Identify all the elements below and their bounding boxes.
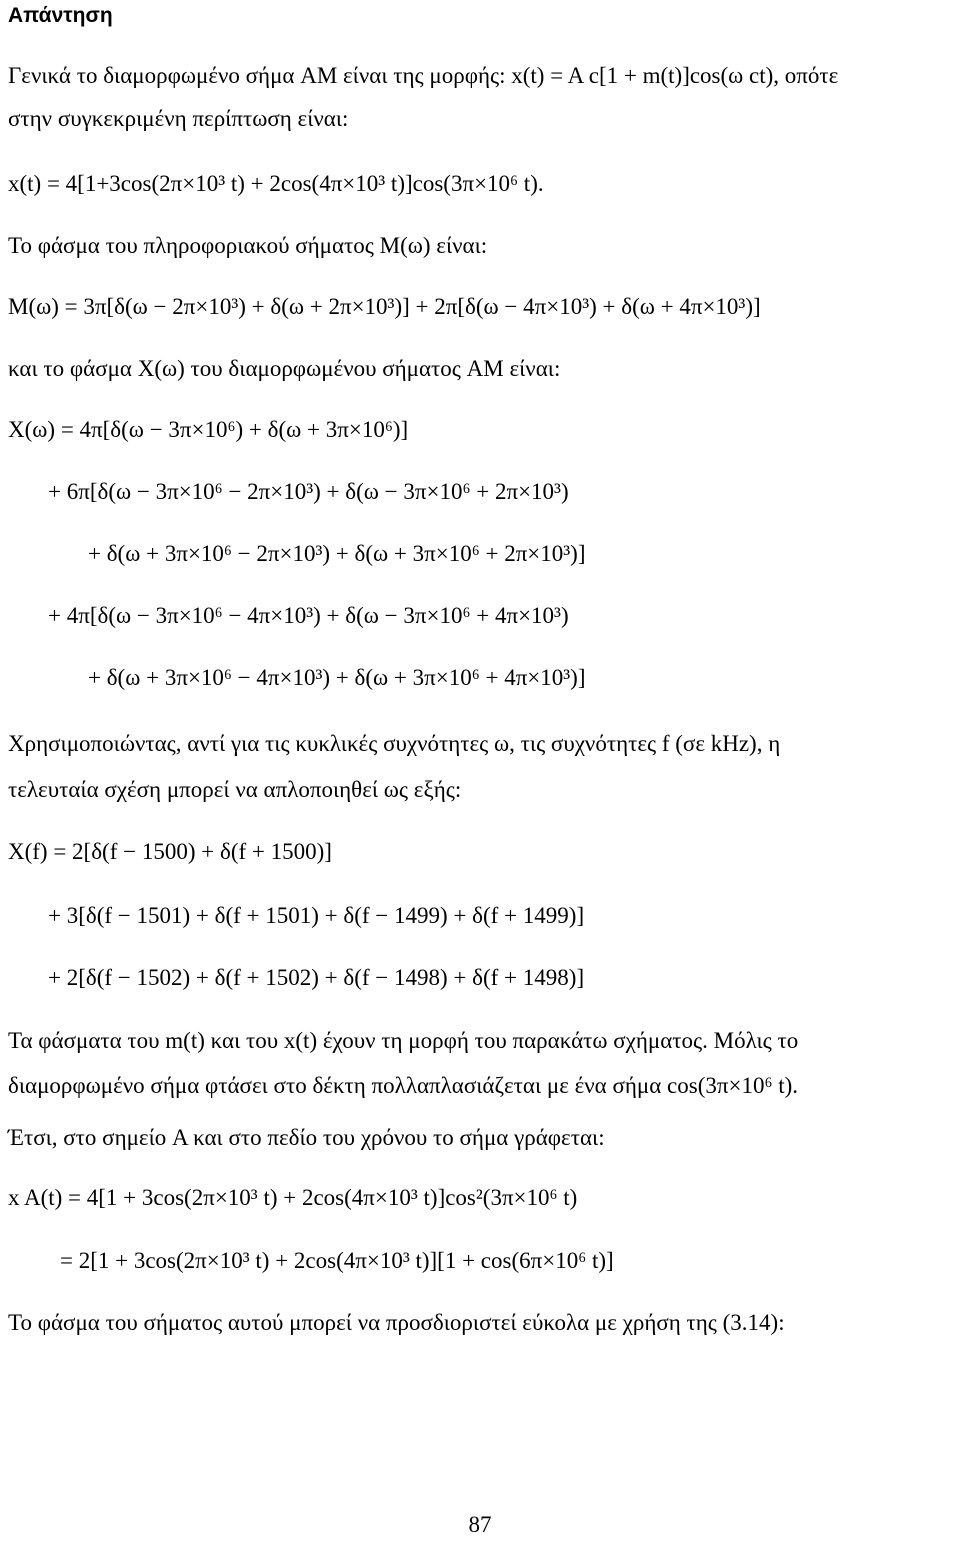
equation-line: + 2[δ(f − 1502) + δ(f + 1502) + δ(f − 1498) + δ(f + 1498)] [48,965,585,990]
text-line: Έτσι, στο σημείο A και στο πεδίο του χρόνου το σήμα γράφεται: [8,1125,605,1150]
equation-line: + 3[δ(f − 1501) + δ(f + 1501) + δ(f − 1499) + δ(f + 1499)] [48,903,585,928]
text-line: Το φάσμα του πληροφοριακού σήματος M(ω) είναι: [8,233,488,258]
equation-line: x A(t) = 4[1 + 3cos(2π×10³ t) + 2cos(4π×10³ t)]cos²(3π×10⁶ t) [8,1185,578,1210]
equation-line: = 2[1 + 3cos(2π×10³ t) + 2cos(4π×10³ t)][1 + cos(6π×10⁶ t)] [60,1248,614,1273]
page-number: 87 [468,1512,492,1537]
text-line: διαμορφωμένο σήμα φτάσει στο δέκτη πολλαπλασιάζεται με ένα σήμα cos(3π×10⁶ t). [8,1073,799,1098]
answer-heading: Απάντηση [8,4,113,27]
equation-line: + 6π[δ(ω − 3π×10⁶ − 2π×10³) + δ(ω − 3π×10⁶ + 2π×10³) [48,479,569,504]
equation-line: X(f) = 2[δ(f − 1500) + δ(f + 1500)] [8,839,332,864]
text-line: Τα φάσματα του m(t) και του x(t) έχουν τη μορφή του παρακάτω σχήματος. Μόλις το [8,1028,799,1053]
equation-line: M(ω) = 3π[δ(ω − 2π×10³) + δ(ω + 2π×10³)] + 2π[δ(ω − 4π×10³) + δ(ω + 4π×10³)] [8,294,761,319]
text-line: Χρησιμοποιώντας, αντί για τις κυκλικές συχνότητες ω, τις συχνότητες f (σε kHz), η [8,731,781,756]
text-line: Γενικά το διαμορφωμένο σήμα AM είναι της μορφής: x(t) = A c[1 + m(t)]cos(ω ct), οπότε [8,63,839,88]
equation-line: X(ω) = 4π[δ(ω − 3π×10⁶) + δ(ω + 3π×10⁶)] [8,417,409,442]
equation-line: + 4π[δ(ω − 3π×10⁶ − 4π×10³) + δ(ω − 3π×10⁶ + 4π×10³) [48,603,569,628]
text-line: και το φάσμα X(ω) του διαμορφωμένου σήματος AM είναι: [8,356,561,381]
text-line: Το φάσμα του σήματος αυτού μπορεί να προσδιοριστεί εύκολα με χρήση της (3.14): [8,1310,785,1335]
equation-line: + δ(ω + 3π×10⁶ − 4π×10³) + δ(ω + 3π×10⁶ + 4π×10³)] [88,665,586,690]
equation-line: + δ(ω + 3π×10⁶ − 2π×10³) + δ(ω + 3π×10⁶ + 2π×10³)] [88,541,586,566]
equation-line: x(t) = 4[1+3cos(2π×10³ t) + 2cos(4π×10³ t)]cos(3π×10⁶ t). [8,171,544,196]
text-line: τελευταία σχέση μπορεί να απλοποιηθεί ως εξής: [8,777,462,802]
text-line: στην συγκεκριμένη περίπτωση είναι: [8,106,349,131]
